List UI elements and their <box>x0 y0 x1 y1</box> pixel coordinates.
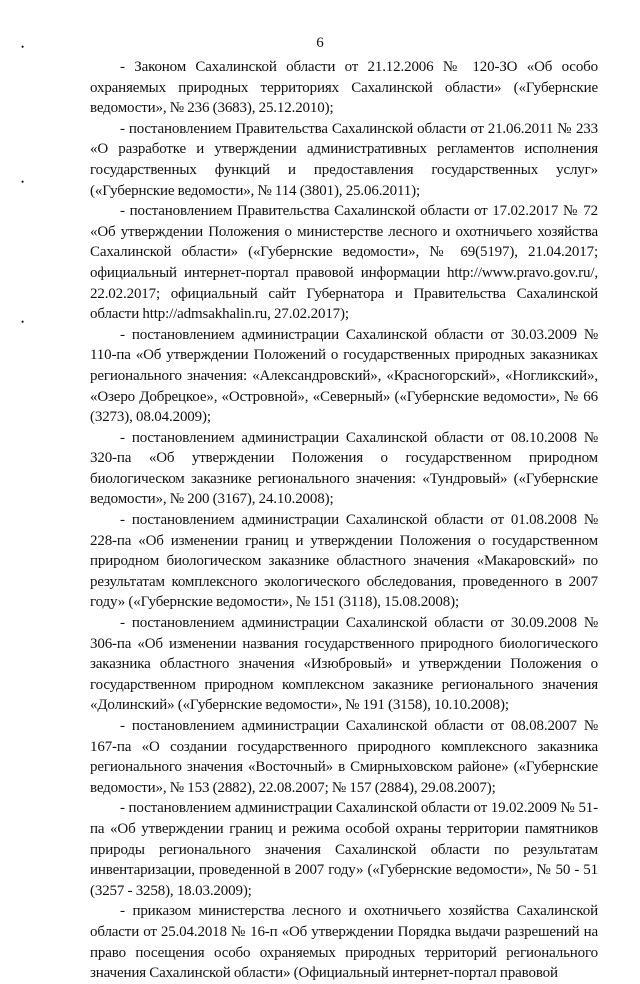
list-item-law-120-zo: - Законом Сахалинской области от 21.12.2006 № 120-ЗО «Об особо охраняемых природных территориях Сахалинской области» («Губернские ведомости», № 236 (3683), 25.12.2010); <box>90 59 598 117</box>
list-item-resolution-320-pa: - постановлением администрации Сахалинской области от 08.10.2008 № 320-па «Об утверждении Положения о государственном природном биологическом заказнике регионального значения: «Тундровый» («Губернские ведомости», № 200 (3167), 24.10.2008); <box>90 429 598 508</box>
list-item-order-16-p: - приказом министерства лесного и охотничьего хозяйства Сахалинской области от 25.04.2018 № 16-п «Об утверждении Порядка выдачи разрешений на право посещения особо охраняемых природных территорий регионального значения Сахалинской области» (Официальный интернет-портал правовой <box>90 903 598 982</box>
list-item-resolution-306-pa: - постановлением администрации Сахалинской области от 30.09.2008 № 306-па «Об изменении названия государственного природного биологического заказника областного значения «Изюбровый» и утверждении Положения о государственном природном комплексном заказнике регионального значения «Долинский» («Губернские ведомости», № 191 (3158), 10.10.2008); <box>90 615 598 714</box>
margin-dot-mark: • <box>21 317 25 327</box>
list-item-resolution-110-pa: - постановлением администрации Сахалинской области от 30.03.2009 № 110-па «Об утверждении Положений о государственных природных заказниках регионального значения: «Александровский», «Красногорский», «Ногликский», «Озеро Добрецкое», «Островной», «Северный» («Губернские ведомости», № 66 (3273), 08.04.2009); <box>90 326 598 426</box>
list-item-resolution-228-pa: - постановлением администрации Сахалинской области от 01.08.2008 № 228-па «Об изменении границ и утверждении Положения о государственном природном биологическом заказнике областного значения «Макаровский» по результатам комплексного экологического обследования, проведенного в 2007 году» («Губернские ведомости», № 151 (3118), 15.08.2008); <box>90 512 598 611</box>
margin-dot-mark: • <box>21 42 25 52</box>
list-item-resolution-72: - постановлением Правительства Сахалинской области от 17.02.2017 № 72 «Об утверждении Положения о министерстве лесного и охотничьего хозяйства Сахалинской области» («Губернские ведомости», № 69(5197), 21.04.2017; официальный интернет-портал правовой информации http://www.pravo.gov.ru/, 22.02.2017; официальный сайт Губернатора и Правительства Сахалинской области http://admsakhalin.ru, 27.02.2017); <box>90 203 598 323</box>
list-item-resolution-51-pa: - постановлением администрации Сахалинской области от 19.02.2009 № 51-па «Об утверждении границ и режима особой охраны территории памятников природы регионального значения Сахалинской области по результатам инвентаризации, проведенной в 2007 году» («Губернские ведомости», № 50 - 51 (3257 - 3258), 18.03.2009); <box>90 800 598 899</box>
margin-dot-mark: • <box>21 177 25 187</box>
page-number: 6 <box>316 35 324 51</box>
document-body <box>90 57 598 984</box>
list-item-resolution-167-pa: - постановлением администрации Сахалинской области от 08.08.2007 № 167-па «О создании государственного природного комплексного заказника регионального значения «Восточный» в Смирныховском районе» («Губернские ведомости», № 153 (2882), 22.08.2007; № 157 (2884), 29.08.2007); <box>90 718 598 796</box>
list-item-resolution-233: - постановлением Правительства Сахалинской области от 21.06.2011 № 233 «О разработке и утверждении административных регламентов исполнения государственных функций и предоставления государственных услуг» («Губернские ведомости», № 114 (3801), 25.06.2011); <box>90 120 598 199</box>
